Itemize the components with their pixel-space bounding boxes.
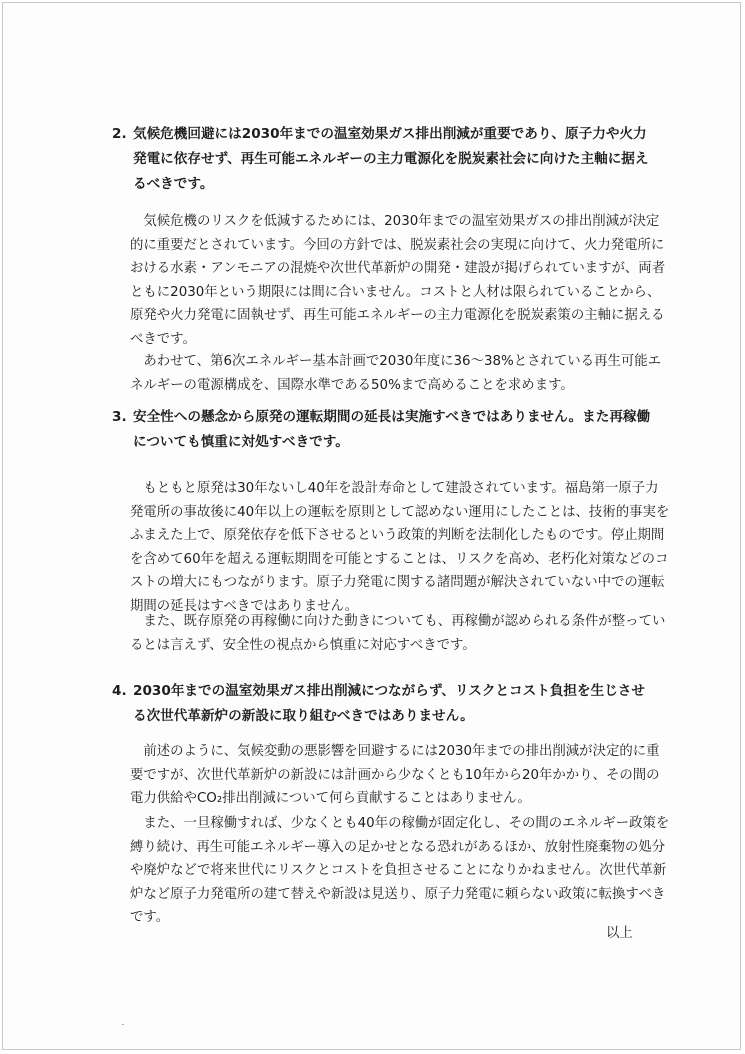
section-2-heading-text: 気候危機回避には2030年までの温室効果ガス排出削減が重要であり、原子力や火力発電に依存せず、再生可能エネルギーの主力電源化を脱炭素社会に向けた主軸に据えるべきです。 bbox=[133, 126, 649, 192]
section-4-heading-text: 2030年までの温室効果ガス排出削減につながらず、リスクとコスト負担を生じさせる次世代革新炉の新設に取り組むべきではありません。 bbox=[133, 683, 645, 724]
section-3-number: 3. bbox=[112, 409, 127, 425]
scan-speck bbox=[122, 1024, 124, 1025]
section-3-paragraph-1: もともと原発は30年ないし40年を設計寿命として建設されています。福島第一原子力発電所の事故後に40年以上の運転を原則として認めない運用にしたことは、技術的事実をふまえた上で、原発依存を低下させるという政策的判断を法制化したものです。停止期間を含めて60年を超える運転期間を可能とすることは、リスクを高め、老朽化対策などのコストの増大にもつながります。原子力発電に関する諸問題が解決されていない中での運転期間の延長はすべきではありません。 bbox=[130, 481, 670, 614]
closing-text: 以上 bbox=[606, 926, 633, 941]
section-2-paragraph-2: あわせて、第6次エネルギー基本計画で2030年度に36〜38%とされている再生可能エネルギーの電源構成を、国際水準である50%まで高めることを求めます。 bbox=[130, 354, 662, 393]
section-2-heading bbox=[112, 122, 652, 197]
section-2-paragraph-1: 気候危機のリスクを低減するためには、2030年までの温室効果ガスの排出削減が決定的に重要だとされています。今回の方針では、脱炭素社会の実現に向けて、火力発電所における水素・アンモニアの混焼や次世代革新炉の開発・建設が掲げられていますが、両者ともに2030年という期限には間に合いません。コストと人材は限られていることから、原発や火力発電に固執せず、再生可能エネルギーの主力電源化を脱炭素策の主軸に据えるべきです。 bbox=[130, 214, 666, 347]
section-3-paragraph-2: また、既存原発の再稼働に向けた動きについても、再稼働が認められる条件が整っているとは言えず、安全性の視点から慎重に対応すべきです。 bbox=[130, 614, 666, 653]
section-4-number: 4. bbox=[112, 683, 127, 699]
section-3-heading-text: 安全性への懸念から原発の運転期間の延長は実施すべきではありません。また再稼働についても慎重に対処すべきです。 bbox=[133, 409, 651, 450]
section-3-heading bbox=[112, 405, 652, 455]
section-4-paragraph-2: また、一旦稼働すれば、少なくとも40年の稼働が固定化し、その間のエネルギー政策を縛り続け、再生可能エネルギー導入の足かせとなる恐れがあるほか、放射性廃棄物の処分や廃炉などで将来世代にリスクとコストを負担させることになりかねません。次世代革新炉など原子力発電所の建て替えや新設は見送り、原子力発電に頼らない政策に転換すべきです。 bbox=[130, 816, 670, 925]
section-4-paragraph-1: 前述のように、気候変動の悪影響を回避するには2030年までの排出削減が決定的に重要ですが、次世代革新炉の新設には計画から少なくとも10年から20年かかり、その間の電力供給やCO₂排出削減について何ら貢献することはありません。 bbox=[130, 744, 660, 806]
section-4-heading bbox=[112, 679, 652, 729]
section-2-number: 2. bbox=[112, 126, 127, 142]
